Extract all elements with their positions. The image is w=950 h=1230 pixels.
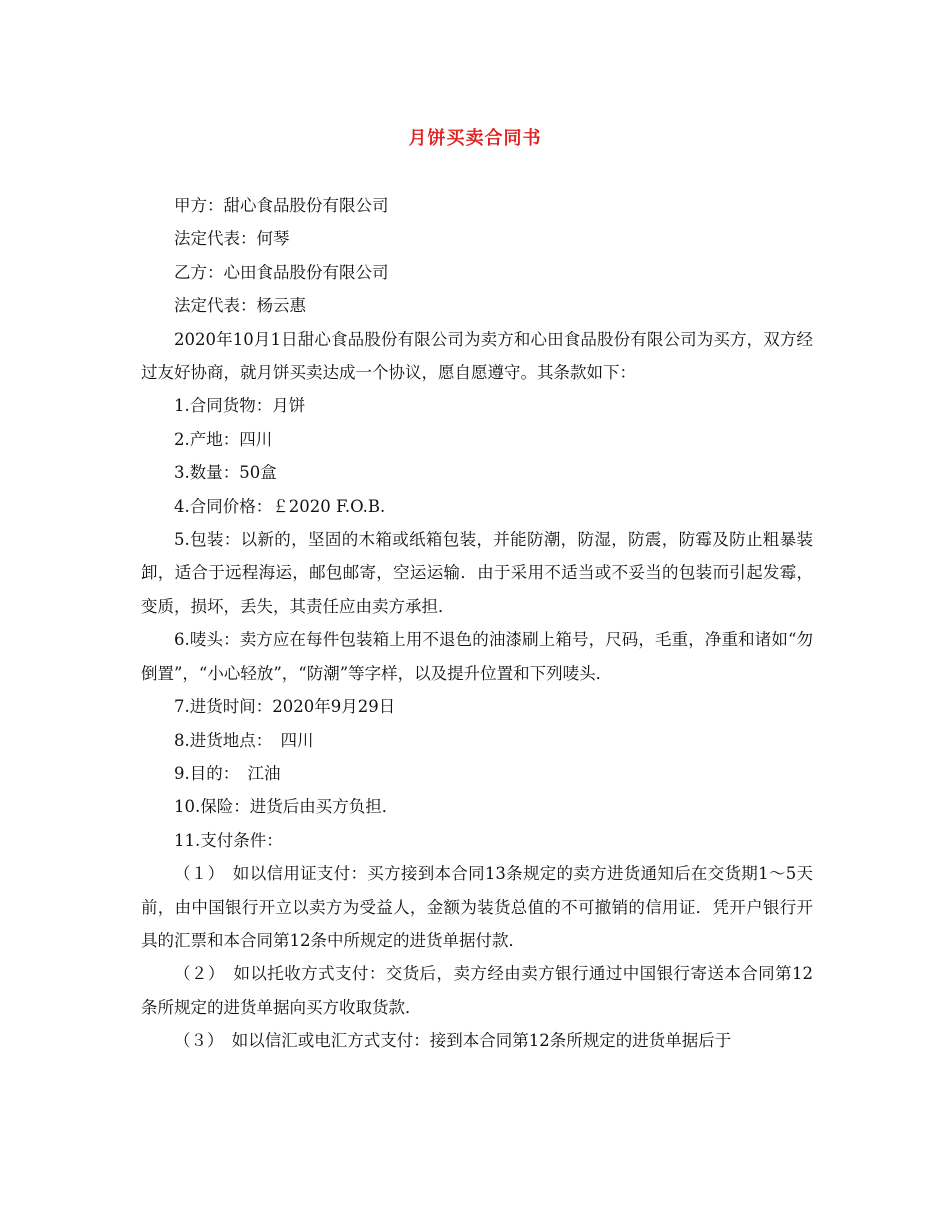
clause-insurance: 10.保险：进货后由买方负担． xyxy=(174,797,399,817)
clause-delivery-time: 7.进货时间：2020年9月29日 xyxy=(174,697,396,717)
clause-goods: 1.合同货物：月饼 xyxy=(174,396,306,416)
clause-payment-heading: 11.支付条件： xyxy=(174,830,283,850)
payment-remittance: （３） 如以信汇或电汇方式支付：接到本合同第12条所规定的进货单据后于 xyxy=(174,1031,732,1051)
contract-body xyxy=(141,189,813,1058)
clause-packing: 5.包装：以新的，坚固的木箱或纸箱包装，并能防潮，防湿，防震，防霉及防止粗暴装卸，适合于远程海运，邮包邮寄，空运运输．由于采用不适当或不妥当的包装而引起发霉，变质，损坏，丢失，其责任应由卖方承担． xyxy=(141,530,813,616)
party-b: 乙方：心田食品股份有限公司 xyxy=(174,262,389,282)
preamble-paragraph: 2020年10月1日甜心食品股份有限公司为卖方和心田食品股份有限公司为买方，双方经过友好协商，就月饼买卖达成一个协议，愿自愿遵守。其条款如下： xyxy=(141,329,813,383)
party-a-representative: 法定代表：何琴 xyxy=(174,229,290,249)
party-a: 甲方：甜心食品股份有限公司 xyxy=(174,196,389,215)
document-title: 月饼买卖合同书 xyxy=(408,128,542,149)
clause-delivery-place: 8.进货地点： 四川 xyxy=(174,730,314,750)
clause-origin: 2.产地：四川 xyxy=(174,429,273,449)
party-b-representative: 法定代表：杨云惠 xyxy=(174,296,306,316)
clause-quantity: 3.数量：50盒 xyxy=(174,463,277,483)
payment-collection: （２） 如以托收方式支付：交货后，卖方经由卖方银行通过中国银行寄送本合同第12条所规定的进货单据向买方收取货款． xyxy=(141,964,813,1017)
clause-destination: 9.目的： 江油 xyxy=(174,763,281,783)
clause-price: 4.合同价格：￡2020 F.O.B. xyxy=(174,496,386,516)
payment-letter-of-credit: （１） 如以信用证支付：买方接到本合同13条规定的卖方进货通知后在交货期1～5天前，由中国银行开立以卖方为受益人，金额为装货总值的不可撤销的信用证．凭开户银行开具的汇票和本合同第12条中所规定的进货单据付款． xyxy=(141,864,813,950)
clause-marks: 6.唛头：卖方应在每件包装箱上用不退色的油漆刷上箱号，尺码，毛重，净重和诸如“勿倒置”，“小心轻放”，“防潮”等字样，以及提升位置和下列唛头． xyxy=(141,630,813,683)
